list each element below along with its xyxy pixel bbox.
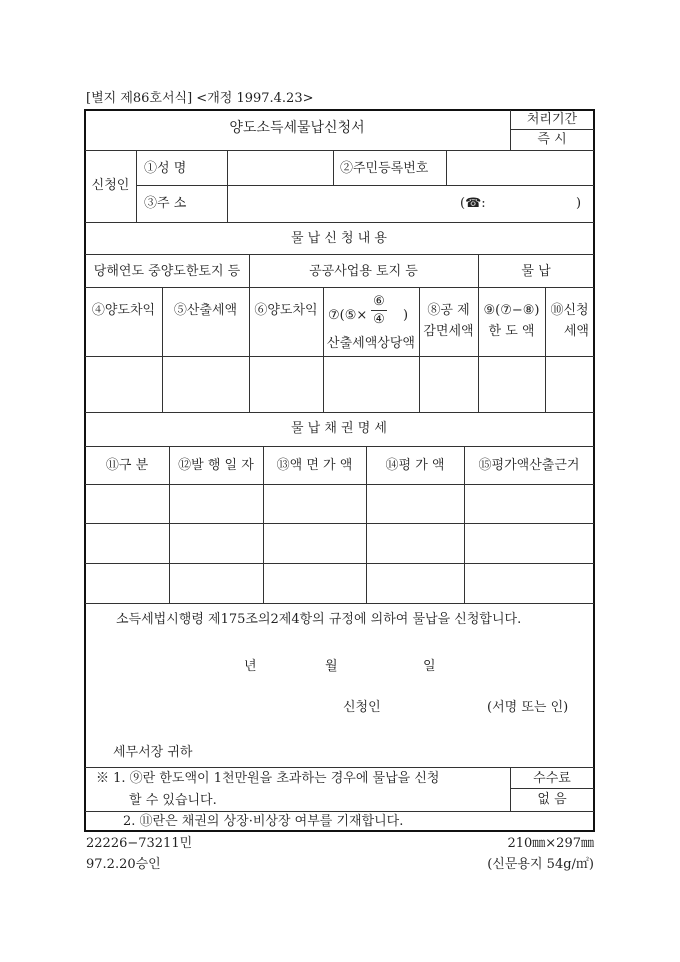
col7-fraction: [371, 294, 387, 327]
footer-paper-type: (신문용지 54g/㎡): [487, 857, 594, 872]
col-calculated-tax: ⑤산출세액: [173, 303, 238, 318]
frame-top: [84, 109, 595, 111]
cell-limit[interactable]: [479, 358, 544, 410]
name-label: ①성 명: [144, 161, 187, 176]
phone-close: ): [576, 196, 582, 211]
col-equivalent-tax: [323, 294, 419, 356]
note-1-line2: 할 수 있습니다.: [129, 793, 217, 808]
cell-requested-tax[interactable]: [546, 358, 593, 410]
processing-period-value: 즉 시: [537, 132, 567, 147]
bond-title-bottom: [85, 446, 594, 447]
col-header-bottom: [85, 356, 594, 357]
fee-mid-line: [510, 788, 594, 789]
col7-denominator: ④: [373, 312, 385, 327]
bond-section-bottom: [85, 603, 594, 604]
applicant-bottom: [85, 222, 594, 223]
rrn-divider: [333, 150, 334, 185]
form-number: [별지 제86호서식] <개정 1997.4.23>: [86, 91, 314, 106]
col-appraisal-basis: ⑮평가액산출근거: [478, 458, 580, 473]
col7-numerator: ⑥: [373, 294, 385, 309]
date-year: 년: [244, 659, 257, 674]
bond-header-bottom: [85, 484, 594, 485]
col-appraised-value: ⑭평 가 액: [385, 458, 445, 473]
col8-line1: ⑧공 제: [427, 303, 470, 318]
col-issue-date: ⑫발 행 일 자: [178, 458, 254, 473]
bond-row-line-1: [85, 523, 594, 524]
fraction-bar: [371, 310, 387, 311]
footer-paper-size: 210㎜×297㎜: [507, 836, 594, 851]
processing-period-label: 처리기간: [526, 112, 578, 127]
title-bottom-line: [85, 150, 594, 151]
declaration-statement: 소득세법시행령 제175조의2제4항의 규정에 의하여 물납을 신청합니다.: [116, 612, 522, 627]
col7-suffix: ): [403, 308, 409, 323]
request-bottom: [85, 412, 594, 413]
col-category: ⑪구 분: [105, 458, 149, 473]
cell-equivalent-tax[interactable]: [324, 358, 418, 410]
fee-value: 없 음: [537, 792, 567, 807]
col10-line1: ⑩신청: [550, 303, 589, 318]
signature-note: (서명 또는 인): [487, 700, 569, 715]
frame-bottom: [84, 830, 595, 832]
footer-approval: 97.2.20승인: [86, 857, 161, 872]
date-day: 일: [423, 659, 436, 674]
addressee: 세무서장 귀하: [113, 745, 193, 760]
cell-deduction[interactable]: [420, 358, 477, 410]
cell-calculated-tax[interactable]: [163, 358, 248, 410]
fee-label: 수수료: [533, 771, 571, 786]
request-title-bottom: [85, 254, 594, 255]
request-section-title: 물 납 신 청 내 용: [290, 231, 387, 246]
bond-row[interactable]: [86, 565, 593, 602]
col9-line1: ⑨(⑦−⑧): [483, 303, 540, 318]
col-face-value: ⑬액 면 가 액: [276, 458, 353, 473]
bond-row-line-2: [85, 563, 594, 564]
cell-transfer-gain[interactable]: [86, 358, 161, 410]
col9-line2: 한 도 액: [488, 324, 535, 339]
applicant-divider: [136, 150, 137, 222]
col7-prefix: ⑦(⑤×: [328, 308, 368, 323]
applicant-label: 신청인: [91, 178, 130, 193]
col-transfer-gain-public: ⑥양도차익: [254, 303, 318, 318]
address-field[interactable]: [228, 187, 592, 221]
col8-line2: 감면세액: [423, 324, 474, 339]
signer-label: 신청인: [343, 700, 381, 715]
date-month: 월: [325, 659, 338, 674]
name-row-bottom: [136, 185, 594, 186]
note-1-line1: ※ 1. ⑨란 한도액이 1천만원을 초과하는 경우에 물납을 신청: [96, 771, 440, 786]
notes-mid-line: [85, 811, 594, 812]
group-payment-in-kind: 물 납: [521, 264, 551, 279]
bond-row[interactable]: [86, 525, 593, 562]
bond-section-title: 물 납 채 권 명 세: [290, 421, 387, 436]
period-mid-line: [510, 129, 594, 130]
cell-transfer-gain-public[interactable]: [250, 358, 322, 410]
col-transfer-gain: ④양도차익: [91, 303, 156, 318]
address-label: ③주 소: [144, 196, 187, 211]
col7-subtitle: 산출세액상당액: [327, 336, 415, 351]
footer-code: 22226−73211민: [86, 836, 193, 851]
bond-row[interactable]: [86, 486, 593, 522]
rrn-field[interactable]: [447, 152, 592, 182]
phone-label: (☎:: [460, 196, 486, 211]
rrn-label: ②주민등록번호: [340, 161, 429, 176]
declaration-bottom: [85, 767, 594, 768]
name-field[interactable]: [228, 152, 332, 182]
group-public-land: 공공사업용 토지 등: [309, 264, 418, 279]
group-current-year-land: 당해연도 중양도한토지 등: [93, 264, 241, 279]
form-title: 양도소득세물납신청서: [229, 120, 365, 136]
col10-line2: 세액: [563, 324, 589, 339]
note-2: 2. ⑪란은 채권의 상장·비상장 여부를 기재합니다.: [123, 814, 404, 829]
